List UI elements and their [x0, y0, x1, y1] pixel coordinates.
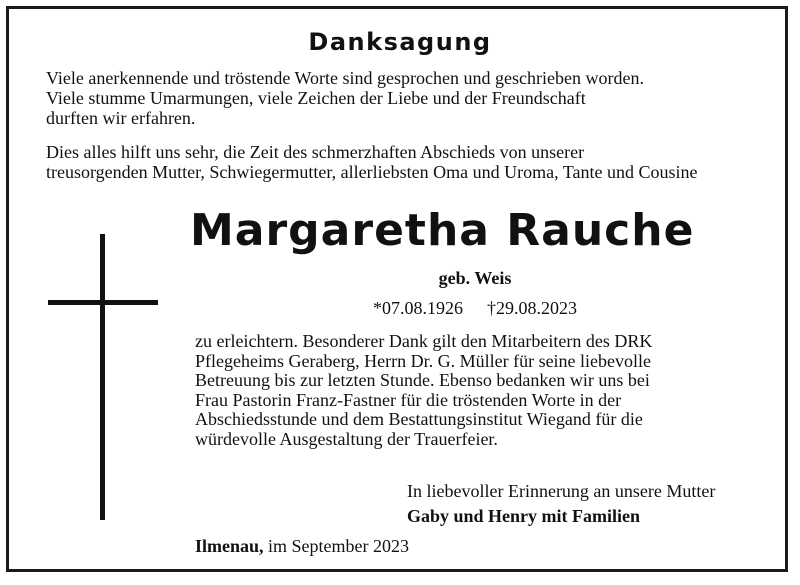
birth-date: *07.08.1926 [373, 298, 463, 318]
thanks-paragraph [195, 332, 755, 449]
closing-line: In liebevoller Erinnerung an unsere Mutter [407, 481, 716, 501]
intro-line: Viele anerkennende und tröstende Worte sind gesprochen und geschrieben worden. [46, 68, 644, 88]
cross-icon [48, 234, 160, 520]
place-date [195, 536, 409, 557]
thanks-line: Betreuung bis zur letzten Stunde. Ebenso bedanken wir uns bei [195, 370, 650, 390]
intro-line: Viele stumme Umarmungen, viele Zeichen der Liebe und der Freundschaft [46, 88, 586, 108]
deceased-name: Margaretha Rauche [190, 205, 695, 256]
birth-name: geb. Weis [438, 268, 512, 288]
death-date: †29.08.2023 [487, 298, 577, 318]
thanks-line: würdevolle Ausgestaltung der Trauerfeier. [195, 428, 498, 449]
date-line: im September 2023 [268, 536, 409, 556]
thanks-line: Abschiedsstunde und dem Bestattungsinstitut Wiegand für die [195, 409, 643, 429]
thanks-line: Frau Pastorin Franz-Fastner für die tröstenden Worte in der [195, 389, 622, 410]
life-dates [190, 298, 760, 319]
intro-paragraph-2 [46, 142, 766, 182]
signatories: Gaby und Henry mit Familien [407, 506, 641, 526]
intro-paragraph-1 [46, 68, 766, 128]
thanks-line: zu erleichtern. Besonderer Dank gilt den Mitarbeitern des DRK [195, 331, 653, 351]
intro-line: Dies alles hilft uns sehr, die Zeit des schmerzhaften Abschieds von unserer [46, 142, 585, 162]
thanks-line: Pflegeheims Geraberg, Herrn Dr. G. Müller für seine liebevolle [195, 350, 652, 371]
place-name: Ilmenau, [195, 536, 264, 556]
intro-line: treusorgenden Mutter, Schwiegermutter, allerliebsten Oma und Uroma, Tante und Cousine [46, 162, 698, 182]
notice-heading: Danksagung [308, 28, 492, 56]
intro-line: durften wir erfahren. [46, 108, 196, 128]
